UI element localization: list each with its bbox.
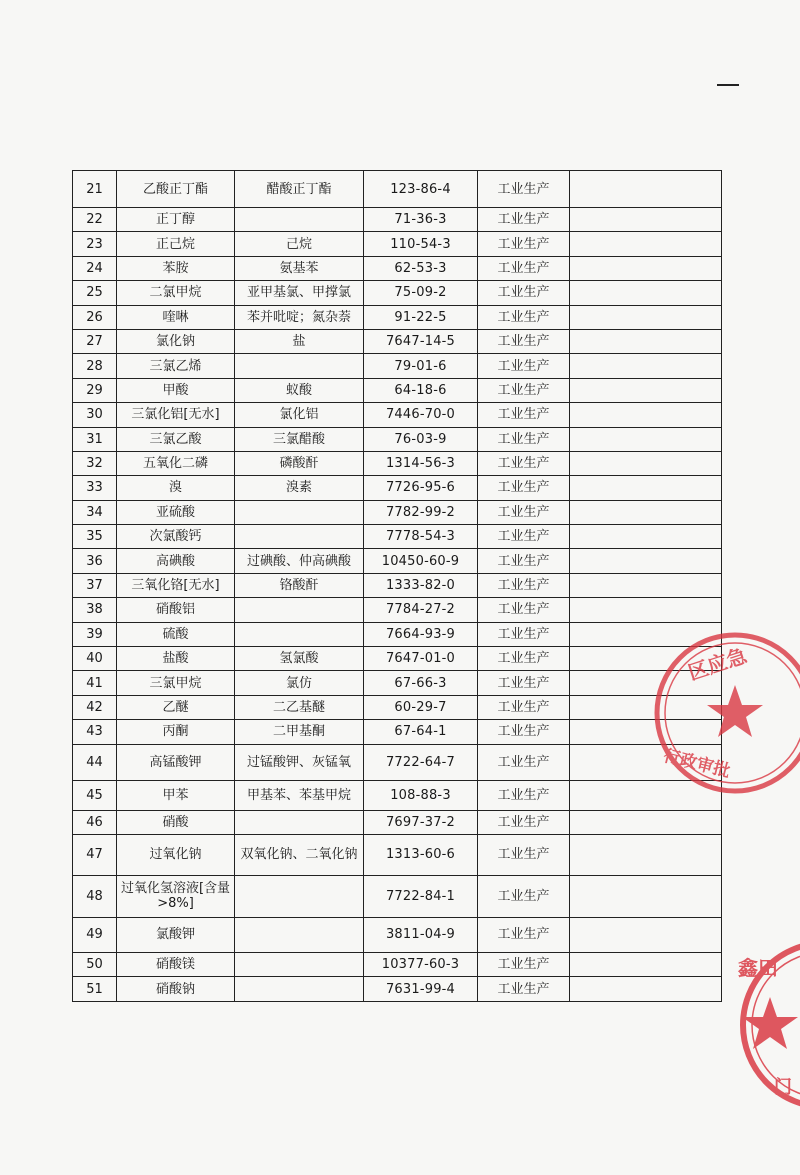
table-row — [73, 451, 722, 475]
cell-note — [570, 834, 722, 875]
seal-star-icon — [742, 997, 798, 1049]
cell-no: 48 — [73, 875, 117, 917]
table-row — [73, 598, 722, 622]
cell-cas: 91-22-5 — [364, 305, 478, 329]
cell-cas: 7647-01-0 — [364, 647, 478, 671]
cell-use: 工业生产 — [478, 744, 570, 780]
cell-use: 工业生产 — [478, 171, 570, 208]
cell-name: 溴 — [117, 476, 235, 500]
cell-cas: 60-29-7 — [364, 695, 478, 719]
cell-note — [570, 622, 722, 646]
cell-note — [570, 281, 722, 305]
official-seal-lower — [730, 935, 800, 1115]
cell-note — [570, 403, 722, 427]
cell-name: 三氯乙酸 — [117, 427, 235, 451]
cell-note — [570, 476, 722, 500]
cell-alias: 二乙基醚 — [235, 695, 364, 719]
cell-use: 工业生产 — [478, 403, 570, 427]
cell-name: 丙酮 — [117, 720, 235, 744]
cell-name: 三氯乙烯 — [117, 354, 235, 378]
cell-use: 工业生产 — [478, 647, 570, 671]
cell-use: 工业生产 — [478, 232, 570, 256]
cell-alias — [235, 810, 364, 834]
cell-use: 工业生产 — [478, 598, 570, 622]
cell-name: 喹啉 — [117, 305, 235, 329]
cell-note — [570, 977, 722, 1001]
cell-no: 22 — [73, 208, 117, 232]
cell-name: 甲酸 — [117, 378, 235, 402]
cell-note — [570, 256, 722, 280]
cell-alias: 氯仿 — [235, 671, 364, 695]
cell-alias: 盐 — [235, 329, 364, 353]
table-row — [73, 525, 722, 549]
cell-use: 工业生产 — [478, 720, 570, 744]
cell-use: 工业生产 — [478, 622, 570, 646]
cell-no: 38 — [73, 598, 117, 622]
cell-alias: 苯并吡啶；氮杂萘 — [235, 305, 364, 329]
cell-no: 30 — [73, 403, 117, 427]
cell-cas: 7664-93-9 — [364, 622, 478, 646]
cell-note — [570, 598, 722, 622]
table-row — [73, 810, 722, 834]
table-row — [73, 695, 722, 719]
cell-use: 工业生产 — [478, 354, 570, 378]
cell-alias: 甲基苯、苯基甲烷 — [235, 780, 364, 810]
cell-name: 过氧化钠 — [117, 834, 235, 875]
table-row — [73, 171, 722, 208]
cell-note — [570, 952, 722, 976]
cell-alias: 过锰酸钾、灰锰氧 — [235, 744, 364, 780]
table-row — [73, 834, 722, 875]
cell-alias: 铬酸酐 — [235, 573, 364, 597]
cell-alias: 氯化铝 — [235, 403, 364, 427]
cell-use: 工业生产 — [478, 476, 570, 500]
cell-note — [570, 744, 722, 780]
cell-use: 工业生产 — [478, 573, 570, 597]
cell-no: 33 — [73, 476, 117, 500]
table-row — [73, 500, 722, 524]
cell-name: 硫酸 — [117, 622, 235, 646]
cell-alias: 氢氯酸 — [235, 647, 364, 671]
table-row — [73, 256, 722, 280]
cell-note — [570, 354, 722, 378]
cell-no: 41 — [73, 671, 117, 695]
table-row — [73, 305, 722, 329]
cell-note — [570, 500, 722, 524]
cell-name: 五氧化二磷 — [117, 451, 235, 475]
cell-cas: 7782-99-2 — [364, 500, 478, 524]
cell-use: 工业生产 — [478, 549, 570, 573]
cell-note — [570, 780, 722, 810]
cell-note — [570, 329, 722, 353]
cell-cas: 1313-60-6 — [364, 834, 478, 875]
cell-cas: 110-54-3 — [364, 232, 478, 256]
cell-no: 46 — [73, 810, 117, 834]
table-row — [73, 744, 722, 780]
cell-no: 21 — [73, 171, 117, 208]
cell-cas: 123-86-4 — [364, 171, 478, 208]
table-row — [73, 720, 722, 744]
cell-no: 28 — [73, 354, 117, 378]
cell-use: 工业生产 — [478, 671, 570, 695]
table-row — [73, 647, 722, 671]
cell-note — [570, 171, 722, 208]
cell-use: 工业生产 — [478, 305, 570, 329]
cell-no: 49 — [73, 917, 117, 952]
table-body — [73, 171, 722, 1002]
cell-no: 42 — [73, 695, 117, 719]
cell-cas: 7697-37-2 — [364, 810, 478, 834]
cell-name: 正己烷 — [117, 232, 235, 256]
table-row — [73, 378, 722, 402]
cell-cas: 67-64-1 — [364, 720, 478, 744]
cell-cas: 1314-56-3 — [364, 451, 478, 475]
cell-name: 高碘酸 — [117, 549, 235, 573]
cell-note — [570, 305, 722, 329]
cell-alias: 蚁酸 — [235, 378, 364, 402]
cell-alias: 双氧化钠、二氧化钠 — [235, 834, 364, 875]
table-row — [73, 208, 722, 232]
cell-use: 工业生产 — [478, 427, 570, 451]
cell-cas: 7778-54-3 — [364, 525, 478, 549]
cell-use: 工业生产 — [478, 977, 570, 1001]
cell-no: 25 — [73, 281, 117, 305]
table-row — [73, 977, 722, 1001]
cell-cas: 7722-64-7 — [364, 744, 478, 780]
cell-note — [570, 525, 722, 549]
cell-name: 苯胺 — [117, 256, 235, 280]
cell-cas: 10450-60-9 — [364, 549, 478, 573]
cell-name: 氯酸钾 — [117, 917, 235, 952]
cell-use: 工业生产 — [478, 329, 570, 353]
cell-note — [570, 875, 722, 917]
cell-note — [570, 573, 722, 597]
cell-use: 工业生产 — [478, 256, 570, 280]
cell-no: 39 — [73, 622, 117, 646]
cell-note — [570, 549, 722, 573]
cell-alias — [235, 875, 364, 917]
cell-alias: 过碘酸、仲高碘酸 — [235, 549, 364, 573]
cell-cas: 62-53-3 — [364, 256, 478, 280]
cell-name: 高锰酸钾 — [117, 744, 235, 780]
cell-no: 45 — [73, 780, 117, 810]
cell-note — [570, 671, 722, 695]
table-row — [73, 780, 722, 810]
cell-name: 硝酸 — [117, 810, 235, 834]
cell-note — [570, 427, 722, 451]
table-row — [73, 917, 722, 952]
cell-cas: 71-36-3 — [364, 208, 478, 232]
cell-no: 51 — [73, 977, 117, 1001]
cell-no: 44 — [73, 744, 117, 780]
cell-use: 工业生产 — [478, 281, 570, 305]
table-row — [73, 549, 722, 573]
cell-no: 26 — [73, 305, 117, 329]
cell-no: 40 — [73, 647, 117, 671]
cell-use: 工业生产 — [478, 525, 570, 549]
cell-cas: 64-18-6 — [364, 378, 478, 402]
table-row — [73, 875, 722, 917]
cell-alias: 磷酸酐 — [235, 451, 364, 475]
cell-note — [570, 810, 722, 834]
cell-alias: 醋酸正丁酯 — [235, 171, 364, 208]
cell-name: 硝酸镁 — [117, 952, 235, 976]
cell-note — [570, 917, 722, 952]
cell-use: 工业生产 — [478, 780, 570, 810]
cell-cas: 7631-99-4 — [364, 977, 478, 1001]
cell-no: 27 — [73, 329, 117, 353]
cell-no: 23 — [73, 232, 117, 256]
cell-no: 32 — [73, 451, 117, 475]
cell-alias — [235, 622, 364, 646]
cell-no: 29 — [73, 378, 117, 402]
page-mark-dash — [717, 84, 739, 86]
seal-lower-bottom-text: 门 — [774, 1077, 792, 1098]
cell-use: 工业生产 — [478, 208, 570, 232]
cell-name: 硝酸钠 — [117, 977, 235, 1001]
cell-name: 乙醚 — [117, 695, 235, 719]
cell-no: 34 — [73, 500, 117, 524]
cell-name: 正丁醇 — [117, 208, 235, 232]
cell-name: 次氯酸钙 — [117, 525, 235, 549]
cell-no: 24 — [73, 256, 117, 280]
cell-name: 二氯甲烷 — [117, 281, 235, 305]
cell-cas: 67-66-3 — [364, 671, 478, 695]
cell-name: 硝酸铝 — [117, 598, 235, 622]
cell-note — [570, 647, 722, 671]
table-row — [73, 232, 722, 256]
cell-cas: 108-88-3 — [364, 780, 478, 810]
table-row — [73, 573, 722, 597]
cell-alias: 己烷 — [235, 232, 364, 256]
chemical-list-table — [72, 170, 722, 1002]
cell-cas: 76-03-9 — [364, 427, 478, 451]
cell-cas: 7726-95-6 — [364, 476, 478, 500]
cell-use: 工业生产 — [478, 695, 570, 719]
cell-name: 三氯化铝[无水] — [117, 403, 235, 427]
cell-no: 31 — [73, 427, 117, 451]
cell-note — [570, 378, 722, 402]
table-row — [73, 403, 722, 427]
cell-no: 37 — [73, 573, 117, 597]
cell-cas: 75-09-2 — [364, 281, 478, 305]
cell-alias — [235, 598, 364, 622]
seal-upper-bottom-text: 行政审批 — [661, 746, 733, 782]
seal-lower-text: 鑫田 — [738, 956, 778, 980]
cell-alias: 二甲基酮 — [235, 720, 364, 744]
cell-use: 工业生产 — [478, 451, 570, 475]
cell-note — [570, 451, 722, 475]
cell-use: 工业生产 — [478, 500, 570, 524]
cell-cas: 7647-14-5 — [364, 329, 478, 353]
cell-no: 35 — [73, 525, 117, 549]
cell-alias — [235, 500, 364, 524]
cell-cas: 1333-82-0 — [364, 573, 478, 597]
cell-alias: 氨基苯 — [235, 256, 364, 280]
cell-no: 50 — [73, 952, 117, 976]
cell-no: 36 — [73, 549, 117, 573]
cell-cas: 7722-84-1 — [364, 875, 478, 917]
seal-upper-text: 区应急 — [685, 643, 750, 685]
cell-use: 工业生产 — [478, 834, 570, 875]
cell-name: 甲苯 — [117, 780, 235, 810]
cell-cas: 10377-60-3 — [364, 952, 478, 976]
cell-name: 三氯甲烷 — [117, 671, 235, 695]
cell-note — [570, 208, 722, 232]
cell-alias — [235, 977, 364, 1001]
cell-alias — [235, 354, 364, 378]
cell-alias — [235, 952, 364, 976]
cell-no: 43 — [73, 720, 117, 744]
cell-no: 47 — [73, 834, 117, 875]
cell-name: 氯化钠 — [117, 329, 235, 353]
cell-cas: 3811-04-9 — [364, 917, 478, 952]
table-row — [73, 281, 722, 305]
cell-name: 三氧化铬[无水] — [117, 573, 235, 597]
cell-use: 工业生产 — [478, 875, 570, 917]
table-row — [73, 952, 722, 976]
cell-alias — [235, 917, 364, 952]
table-row — [73, 354, 722, 378]
table-row — [73, 329, 722, 353]
cell-use: 工业生产 — [478, 810, 570, 834]
cell-use: 工业生产 — [478, 952, 570, 976]
cell-cas: 7784-27-2 — [364, 598, 478, 622]
cell-alias: 溴素 — [235, 476, 364, 500]
cell-use: 工业生产 — [478, 917, 570, 952]
cell-note — [570, 695, 722, 719]
cell-note — [570, 720, 722, 744]
cell-cas: 79-01-6 — [364, 354, 478, 378]
table-row — [73, 476, 722, 500]
cell-use: 工业生产 — [478, 378, 570, 402]
cell-alias: 亚甲基氯、甲撑氯 — [235, 281, 364, 305]
cell-cas: 7446-70-0 — [364, 403, 478, 427]
cell-alias — [235, 525, 364, 549]
cell-name: 过氧化氢溶液[含量>8%] — [117, 875, 235, 917]
table-row — [73, 622, 722, 646]
cell-alias: 三氯醋酸 — [235, 427, 364, 451]
table-row — [73, 671, 722, 695]
cell-name: 盐酸 — [117, 647, 235, 671]
cell-note — [570, 232, 722, 256]
cell-name: 乙酸正丁酯 — [117, 171, 235, 208]
table-row — [73, 427, 722, 451]
cell-alias — [235, 208, 364, 232]
cell-name: 亚硫酸 — [117, 500, 235, 524]
